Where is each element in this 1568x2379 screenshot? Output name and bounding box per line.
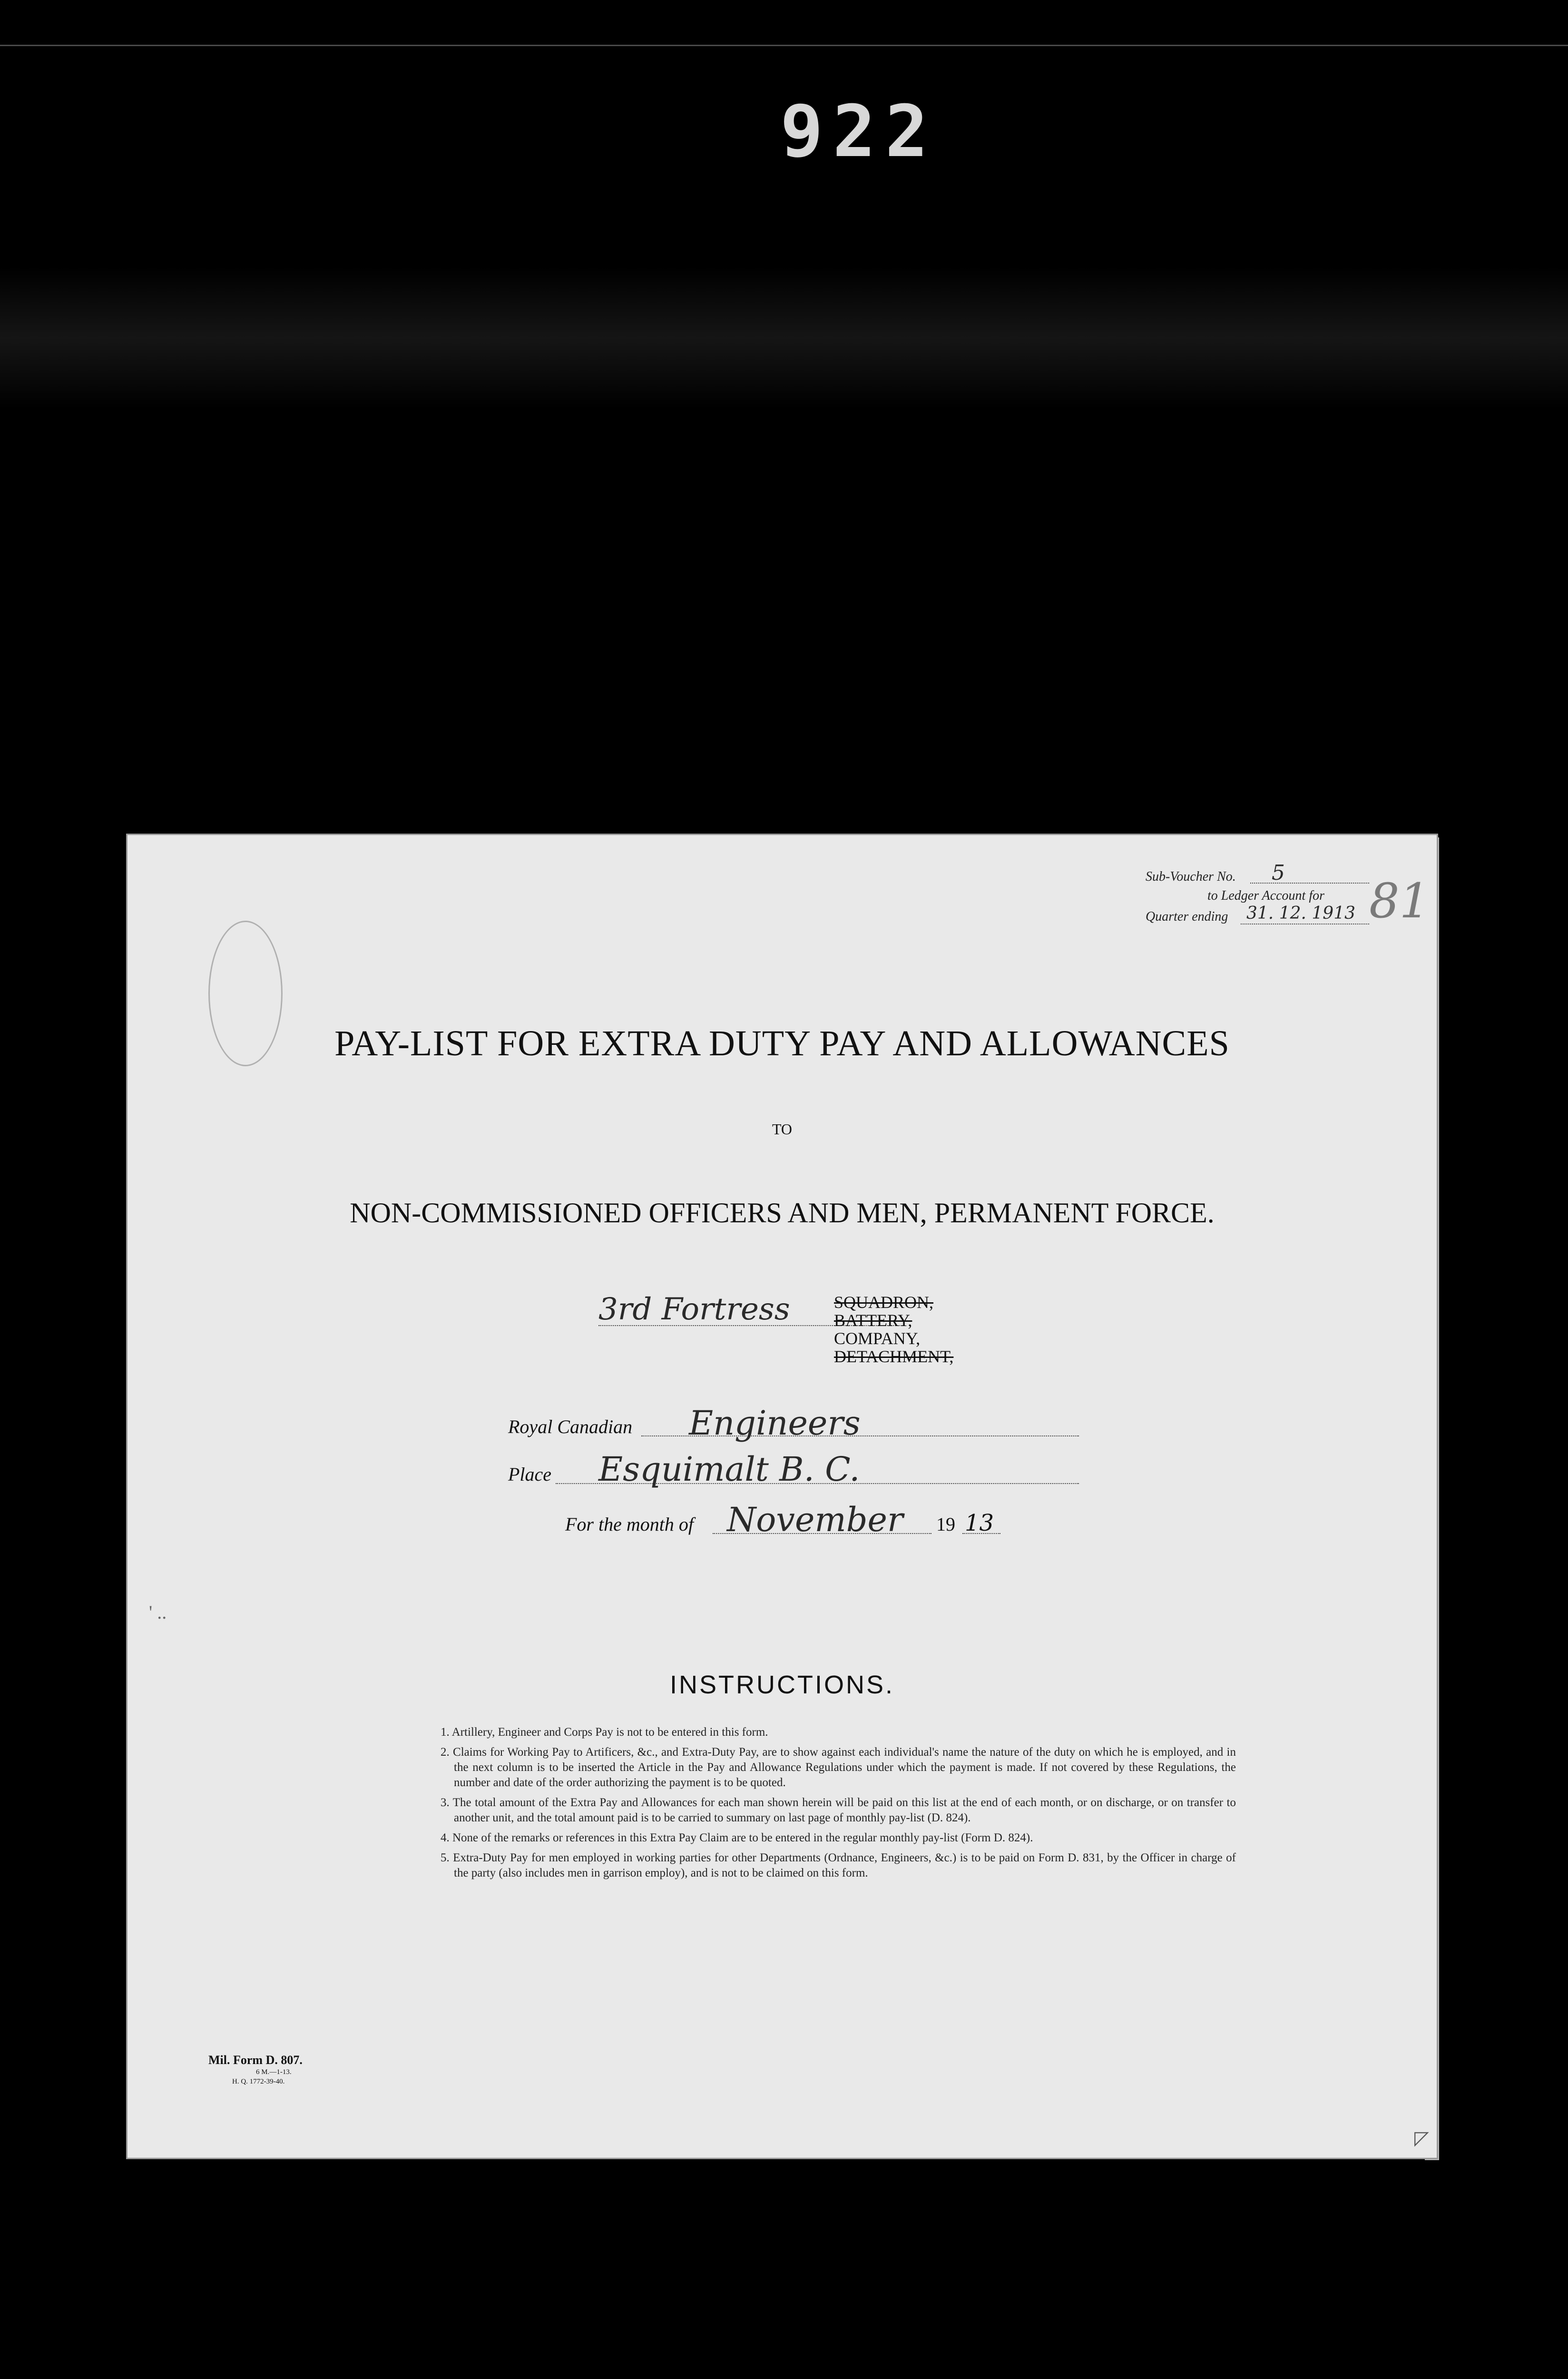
- document-subtitle: NON-COMMISSIONED OFFICERS AND MEN, PERMANENT FORCE.: [350, 1197, 1215, 1229]
- instructions-list: [432, 1725, 1236, 1886]
- instruction-item: 3. The total amount of the Extra Pay and Allowances for each man shown herein will be paid on this list at the end of each month, or on discharge, or on transfer to another unit, and the total amount paid is to be carried to summary on last page of monthly pay-list (D. 824).: [441, 1796, 1236, 1824]
- unit-type-list: [834, 1293, 953, 1366]
- folio-number: 81: [1369, 873, 1430, 929]
- film-top-line: [0, 45, 1568, 46]
- document-page: [127, 835, 1437, 2158]
- sub-voucher-value: 5: [1272, 861, 1285, 885]
- quarter-label: Quarter ending: [1146, 909, 1228, 924]
- instruction-item: 1. Artillery, Engineer and Corps Pay is not to be entered in this form.: [441, 1726, 768, 1739]
- instructions-heading: INSTRUCTIONS.: [669, 1671, 894, 1699]
- document-title: PAY-LIST FOR EXTRA DUTY PAY AND ALLOWANCES: [334, 1023, 1230, 1063]
- frame-number: 922: [780, 90, 938, 173]
- place-value: Esquimalt B. C.: [598, 1450, 860, 1489]
- sub-voucher-label: Sub-Voucher No.: [1146, 869, 1236, 884]
- place-label: Place: [508, 1464, 552, 1485]
- form-reference-main: Mil. Form D. 807.: [208, 2053, 303, 2067]
- instruction-item: 2. Claims for Working Pay to Artificers, &c., and Extra-Duty Pay, are to show against each individual's name the nature of the duty on which he is employed, and in the next column is to be inserted the Article in the Pay and Allowance Regulations under which the payment is made. If not covered by these Regulations, the number and date of the order authorizing the payment is to be quoted.: [441, 1746, 1236, 1789]
- unit-type-company: COMPANY,: [834, 1329, 921, 1348]
- stray-mark: ' ..: [149, 1602, 167, 1623]
- year-value: 13: [965, 1510, 994, 1536]
- ledger-label: to Ledger Account for: [1207, 888, 1325, 903]
- unit-type-detachment: DETACHMENT,: [834, 1347, 954, 1366]
- month-value: November: [727, 1500, 903, 1539]
- month-label: For the month of: [565, 1514, 694, 1535]
- form-reference-file: H. Q. 1772-39-40.: [232, 2078, 285, 2085]
- unit-type-battery: BATTERY,: [834, 1311, 912, 1330]
- form-reference-print: 6 M.—1-13.: [256, 2068, 292, 2076]
- title-connector: TO: [772, 1121, 793, 1138]
- year-prefix: 19: [936, 1514, 955, 1535]
- instruction-item: 4. None of the remarks or references in this Extra Pay Claim are to be entered in the regular monthly pay-list (Form D. 824).: [441, 1831, 1033, 1844]
- unit-handwritten: 3rd Fortress: [598, 1292, 790, 1327]
- page-corner-mark: ◸: [1414, 2127, 1429, 2149]
- sub-voucher-line: [1250, 868, 1369, 884]
- quarter-value: 31. 12. 1913: [1246, 904, 1356, 923]
- instruction-item: 5. Extra-Duty Pay for men employed in working parties for other Departments (Ordnance, Engineers, &c.) is to be paid on Form D. 831, by the Officer in charge of the party (also includes men in garrison employ), and is not to be claimed on this form.: [441, 1851, 1236, 1879]
- voucher-block: [1146, 861, 1479, 932]
- unit-type-squadron: SQUADRON,: [834, 1293, 934, 1312]
- film-band: [0, 266, 1568, 409]
- form-reference: [208, 2053, 303, 2086]
- royal-canadian-label: Royal Canadian: [508, 1416, 633, 1437]
- royal-canadian-value: Engineers: [689, 1404, 861, 1443]
